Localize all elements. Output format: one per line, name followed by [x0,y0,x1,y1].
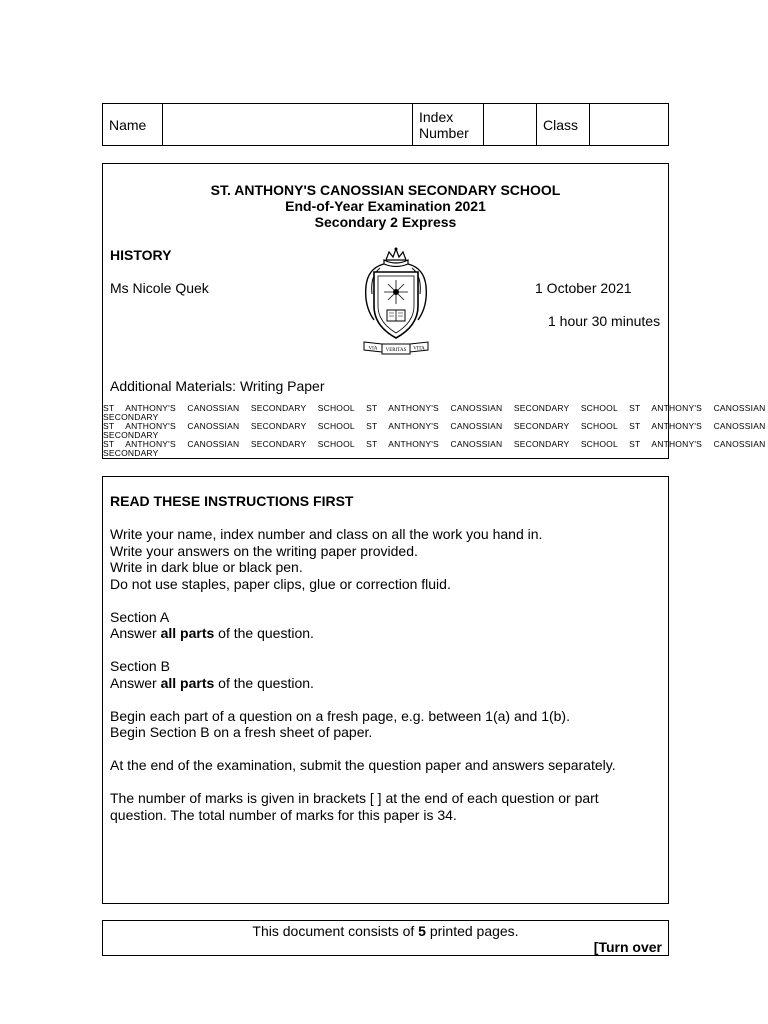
index-number-label: Index Number [413,104,484,146]
index-number-field[interactable] [484,104,537,146]
watermark-row-3: ST ANTHONY'S CANOSSIAN SECONDARY SCHOOL ST ANTHONY'S CANOSSIAN SECONDARY SCHOOL ST ANTHONY'S CANOSSIAN SECONDARY [103,439,766,458]
page-count-note: This document consists of 5 printed pages. [252,923,519,939]
instructions-heading: READ THESE INSTRUCTIONS FIRST [110,493,354,509]
footer-box [102,920,669,956]
exam-name: End-of-Year Examination 2021 [285,198,486,214]
teacher-name: Ms Nicole Quek [110,280,209,296]
exam-date: 1 October 2021 [535,280,632,296]
cover-box [102,163,766,459]
turn-over-label: [Turn over [593,939,662,955]
section-a-title: Section A [110,608,170,625]
school-crest-logo [360,246,432,358]
watermark-row-1: ST ANTHONY'S CANOSSIAN SECONDARY SCHOOL ST ANTHONY'S CANOSSIAN SECONDARY SCHOOL ST ANTHONY'S CANOSSIAN SECONDARY [103,403,766,422]
exam-title-block [103,182,668,230]
submit-instruction: At the end of the examination, submit the question paper and answers separately. [110,757,616,773]
crest-motto-left: VIA [368,346,378,352]
crest-motto-center: VERITAS [385,348,407,353]
subject: HISTORY [110,247,172,263]
school-name: ST. ANTHONY'S CANOSSIAN SECONDARY SCHOOL [210,182,561,198]
name-field[interactable] [163,104,413,146]
name-label: Name [103,104,163,146]
section-b-instructions: Section B Answer all parts of the question. [110,658,314,691]
marks-instruction: The number of marks is given in brackets [ ] at the end of each question or part question. The total number of marks for this paper is 34. [110,790,599,823]
class-label: Class [537,104,590,146]
section-b-title: Section B [110,658,170,674]
crest-motto-right: VITA [413,346,425,352]
additional-materials: Additional Materials: Writing Paper [110,378,325,394]
general-instructions: Write your name, index number and class on all the work you hand in. Write your answers on the writing paper provided. Write in dark blue or black pen. Do not use staples, paper clips, glue or correction fluid. [110,526,543,592]
watermark-row-2: ST ANTHONY'S CANOSSIAN SECONDARY SCHOOL ST ANTHONY'S CANOSSIAN SECONDARY SCHOOL ST ANTHONY'S CANOSSIAN SECONDARY [103,421,766,440]
exam-duration: 1 hour 30 minutes [548,313,661,329]
section-a-instructions: Section A Answer all parts of the question. [110,608,314,641]
level: Secondary 2 Express [314,214,457,230]
begin-instructions: Begin each part of a question on a fresh page, e.g. between 1(a) and 1(b). Begin Section B on a fresh sheet of paper. [110,707,570,740]
instructions-box [102,476,669,904]
candidate-details-table [102,103,669,146]
class-field[interactable] [590,104,669,146]
